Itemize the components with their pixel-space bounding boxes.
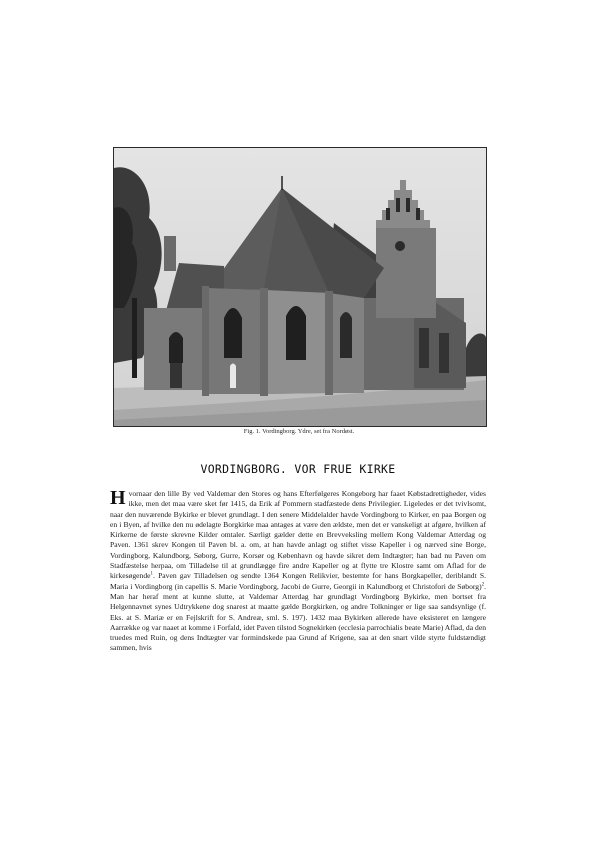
church-exterior-illustration (114, 148, 486, 426)
footnote-marker: 1 (150, 571, 153, 577)
article-body (110, 489, 486, 654)
drop-cap: H (110, 487, 126, 509)
apse-walls (204, 288, 364, 394)
article-title: VORDINGBORG. VOR FRUE KIRKE (200, 462, 396, 476)
body-text-segment: . Man har heraf ment at kunne slutte, at Valdemar Atterdag har grundlagt Vordingborg Bykirke, men bortset fra Helgennavnet synes Udtrykkene dog snarest at maatte gælde Borgkirken, og andre Tolkninger er lige saa sandsynlige (f. Eks. at S. Mariæ er en Fejlskrift for S. Andreæ, sml. S. 197). 1432 maa Bykirken allerede have eksisteret en længere Aarrække og var naaet at komme i Forfald, idet Paven tilstod Sognekirken (ecclesia parrochialis beate Marie) Aflad, da den truedes med Ruin, og dens Indtægter var formindskede paa Grund af Krigene, saa at den snart vilde styrte fuldstændigt sammen, hvis (110, 581, 486, 653)
figure-caption: Fig. 1. Vordingborg. Ydre, set fra Nordøst. (243, 428, 355, 435)
church-photograph (113, 147, 487, 427)
footnote-marker: 2 (481, 582, 485, 588)
body-text-segment: . Paven gav Tilladelsen og sendte 1364 Kongen Relikvier, bestemte for hans Borgkapeller, deriblandt S. Maria i Vordingborg (in capellis S. Marie Vordingborg, Jacobi de Gurre, Georgii in Kalundborg et Christofori de Søborg) (110, 571, 486, 591)
body-text-segment: vornaar den lille By ved Valdemar den Stores og hans Efterfølgeres Kongeborg har faaet Købstadrettigheder, vides ikke, men det maa være sket før 1415, da Erik af Pommern stadfæstede dens Privilegier. Ligeledes er det tvivlsomt, naar den nuværende Bykirke er blevet grundlagt. I den senere Middelalder havde Vordingborg to Kirker, en paa Borgen og en i Byen, af hvilke den nu ødelagte Borgkirke maa antages at være den ældste, men det er vanskeligt at afgøre, hvilken af Kirkerne de første skrevne Kilder omtaler. Særligt gælder dette en Brevveksling mellem Kong Valdemar Atterdag og Paven. 1361 skrev Kongen til Paven bl. a. om, at han havde anlagt og stiftet visse Kapeller i og nærved sine Borge, Vordingborg, Kalundborg, Søborg, Gurre, Korsør og København og havde sikret dem Indtægter; han bad nu Paven om Stadfæstelse herpaa, om Tilladelse til at grundlægge fire andre Kapeller og at flytte tre Klostre samt om Aflad for de kirkesøgende (110, 489, 486, 581)
